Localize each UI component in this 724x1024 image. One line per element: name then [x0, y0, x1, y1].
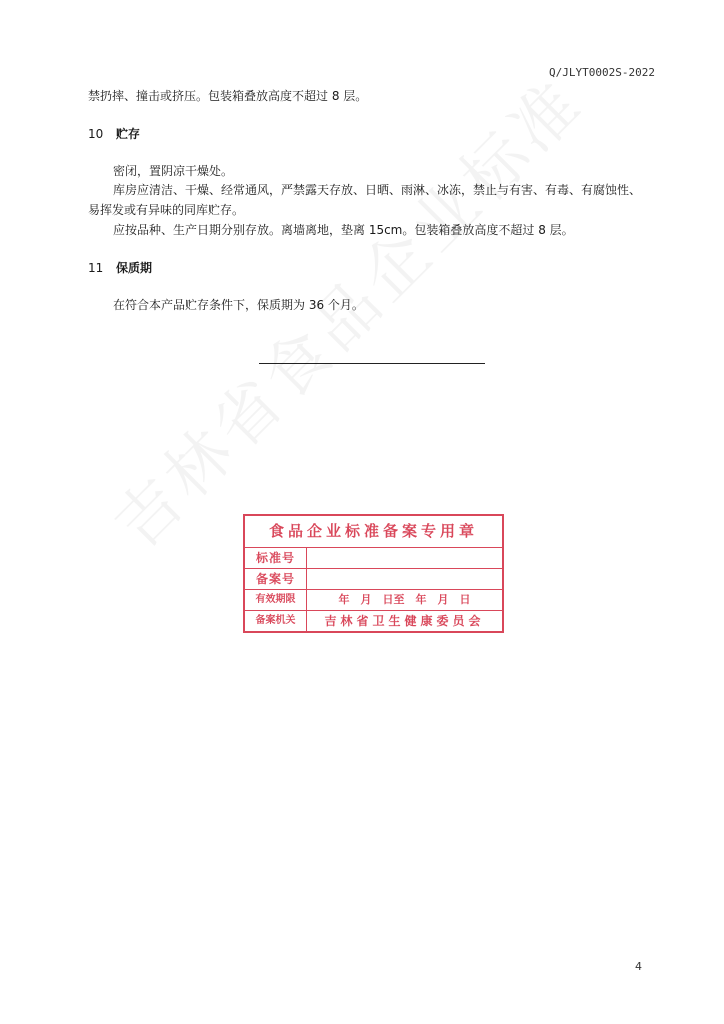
- standard-code: Q/JLYT0002S-2022: [549, 66, 655, 79]
- stamp-value-filing-no: [307, 569, 502, 589]
- section-10-heading: [88, 124, 140, 144]
- stamp-label-validity: 有效期限: [245, 590, 307, 610]
- stamp-label-standard-no: 标准号: [245, 548, 307, 568]
- section-10-paragraph-2-line-2: 易挥发或有异味的同库贮存。: [88, 203, 245, 217]
- stamp-value-validity: 年 月 日至 年 月 日: [338, 593, 471, 606]
- stamp-row-validity: [245, 590, 502, 611]
- section-11-heading: [88, 258, 152, 278]
- section-10-paragraph-1: 密闭，置阴凉干燥处。: [113, 164, 234, 178]
- page-number: 4: [635, 960, 642, 973]
- stamp-row-filing-no: [245, 569, 502, 590]
- continued-paragraph: 禁扔摔、撞击或挤压。包装箱叠放高度不超过 8 层。: [88, 89, 368, 103]
- section-10-number: 10: [88, 127, 104, 141]
- section-11-number: 11: [88, 261, 104, 275]
- section-10-paragraph-2-line-1: 库房应清洁、干燥、经常通风，严禁露天存放、日晒、雨淋、冰冻，禁止与有害、有毒、有腐蚀性、: [113, 183, 642, 197]
- section-11-paragraph-1: 在符合本产品贮存条件下，保质期为 36 个月。: [113, 298, 364, 312]
- stamp-value-standard-no: [307, 548, 502, 568]
- stamp-row-standard-no: [245, 548, 502, 569]
- stamp-title: 食品企业标准备案专用章: [245, 516, 502, 548]
- filing-stamp: [243, 514, 504, 633]
- stamp-label-authority: 备案机关: [245, 611, 307, 633]
- section-10-title: 贮存: [116, 127, 141, 141]
- stamp-row-authority: [245, 611, 502, 633]
- stamp-value-authority: 吉林省卫生健康委员会: [324, 614, 485, 628]
- section-10-paragraph-3: 应按品种、生产日期分别存放。离墙离地，垫离 15cm。包装箱叠放高度不超过 8 层。: [113, 223, 574, 237]
- stamp-label-filing-no: 备案号: [245, 569, 307, 589]
- section-11-title: 保质期: [116, 261, 153, 275]
